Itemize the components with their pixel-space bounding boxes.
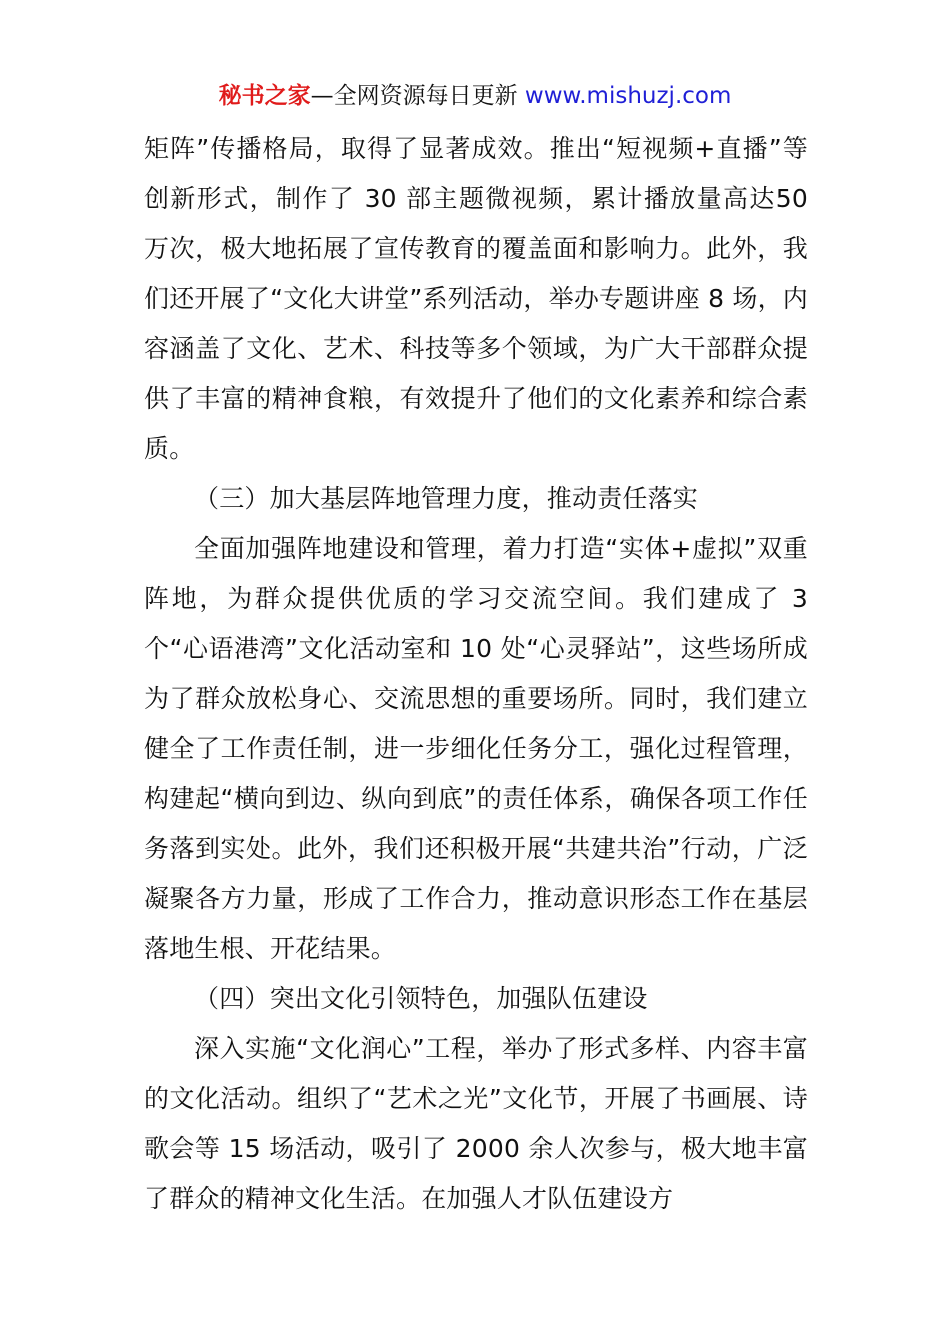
section-heading-3: （三）加大基层阵地管理力度，推动责任落实	[194, 484, 699, 513]
paragraph-section-4: 深入实施“文化润心”工程，举办了形式多样、内容丰富的文化活动。组织了“艺术之光”文化节，开展了书画展、诗歌会等 15 场活动，吸引了 2000 余人次参与，极大地丰富了群众的精神文化生活。在加强人才队伍建设方	[144, 1034, 808, 1213]
brand-name: 秘书之家	[218, 83, 311, 109]
site-url-link[interactable]: www.mishuzj.com	[524, 83, 732, 109]
paragraph-continued: 矩阵”传播格局，取得了显著成效。推出“短视频+直播”等创新形式，制作了 30 部主题微视频，累计播放量高达50 万次，极大地拓展了宣传教育的覆盖面和影响力。此外，我们还开展了“文化大讲堂”系列活动，举办专题讲座 8 场，内容涵盖了文化、艺术、科技等多个领域，为广大干部群众提供了丰富的精神食粮，有效提升了他们的文化素养和综合素质。	[144, 134, 808, 463]
site-header	[0, 80, 950, 112]
paragraph-section-3: 全面加强阵地建设和管理，着力打造“实体+虚拟”双重阵地，为群众提供优质的学习交流空间。我们建成了 3个“心语港湾”文化活动室和 10 处“心灵驿站”，这些场所成为了群众放松身心、交流思想的重要场所。同时，我们建立健全了工作责任制，进一步细化任务分工，强化过程管理，构建起“横向到边、纵向到底”的责任体系，确保各项工作任务落到实处。此外，我们还积极开展“共建共治”行动，广泛凝聚各方力量，形成了工作合力，推动意识形态工作在基层落地生根、开花结果。	[144, 534, 808, 963]
section-heading-4: （四）突出文化引领特色，加强队伍建设	[194, 984, 648, 1013]
header-tagline: —全网资源每日更新	[310, 83, 525, 109]
document-body	[144, 124, 808, 1224]
